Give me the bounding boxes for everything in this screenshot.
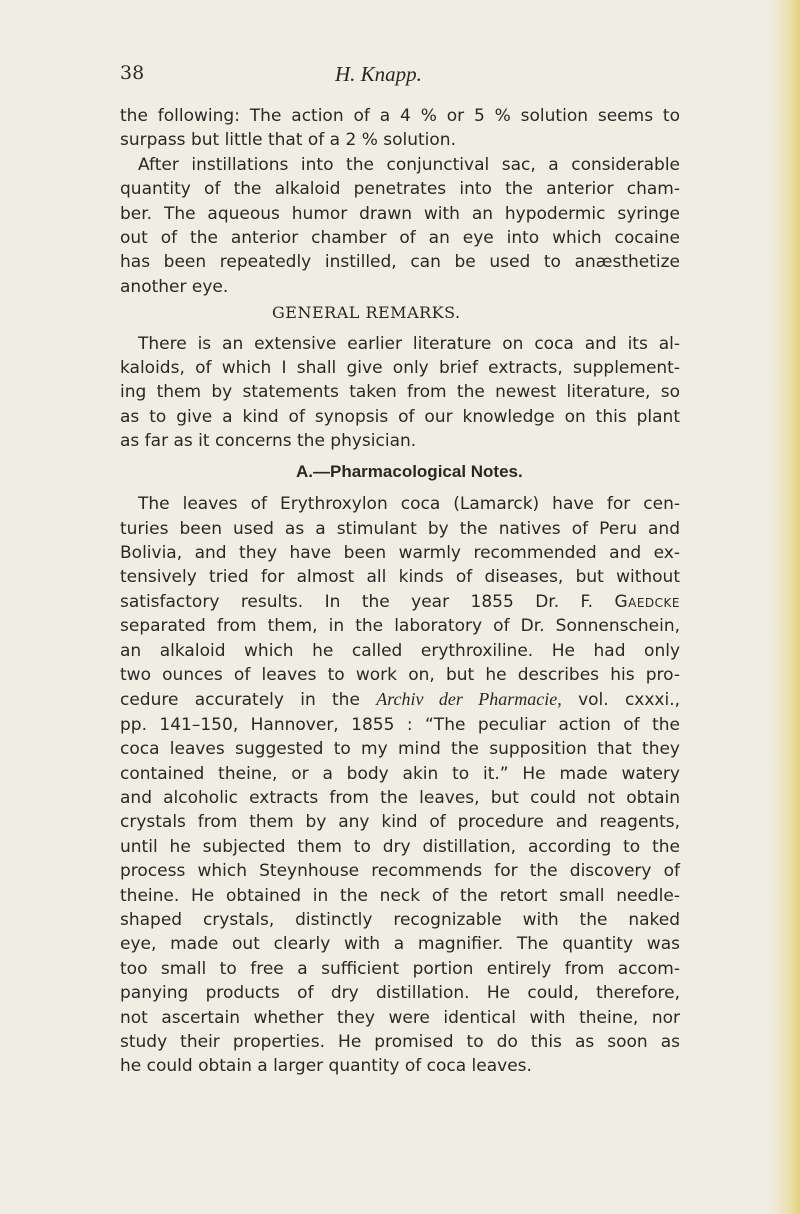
text-line: study their properties. He promised to do this as soon as	[120, 1032, 680, 1053]
text-line: coca leaves suggested to my mind the supposition that they	[120, 739, 680, 760]
text-line: and alcoholic extracts from the leaves, but could not obtain	[120, 787, 680, 808]
text-fragment: cedure accurately in the	[120, 690, 360, 711]
text-line: process which Steynhouse recommends for the discovery of	[120, 861, 680, 882]
text-line: two ounces of leaves to work on, but he describes his pro-	[120, 664, 680, 685]
body-text	[120, 104, 680, 1079]
text-line: separated from them, in the laboratory of Dr. Sonnenschein,	[120, 616, 680, 637]
text-line: tensively tried for almost all kinds of diseases, but without	[120, 567, 680, 588]
text-line: turies been used as a stimulant by the natives of Peru and	[120, 518, 680, 539]
text-line: he could obtain a larger quantity of coca leaves.	[120, 1056, 532, 1077]
page-edge-shading	[768, 0, 800, 1214]
running-head: H. Knapp.	[335, 62, 422, 86]
text-line: the following: The action of a 4 % or 5 % solution seems to	[120, 106, 680, 126]
text-line: theine. He obtained in the neck of the retort small needle-	[120, 885, 680, 906]
text-line: as far as it concerns the physician.	[120, 431, 417, 452]
text-line: The leaves of Erythroxylon coca (Lamarck) have for cen-	[138, 494, 680, 515]
text-line: shaped crystals, distinctly recognizable with the naked	[120, 910, 680, 930]
text-line: pp. 141–150, Hannover, 1855 : “The peculiar action of the	[120, 714, 680, 735]
text-line: another eye.	[120, 276, 229, 297]
text-line: quantity of the alkaloid penetrates into the anterior cham-	[120, 179, 680, 200]
page-number: 38	[120, 62, 145, 84]
author-name: Gaedcke	[614, 591, 680, 612]
text-line: kaloids, of which I shall give only brief extracts, supplement-	[120, 358, 680, 379]
subsection-heading: A.—Pharmacological Notes.	[296, 461, 523, 481]
text-line: not ascertain whether they were identical with theine, nor	[120, 1007, 680, 1028]
journal-title: Archiv der Pharmacie,	[376, 689, 562, 710]
text-line	[120, 590, 680, 614]
text-line: contained theine, or a body akin to it.” He made watery	[120, 763, 680, 784]
text-line: as to give a kind of synopsis of our knowledge on this plant	[120, 406, 680, 427]
text-line: eye, made out clearly with a magnifier. The quantity was	[120, 934, 680, 955]
text-fragment: satisfactory results. In the year 1855 Dr. F.	[120, 591, 594, 612]
text-line: has been repeatedly instilled, can be used to anæsthetize	[120, 252, 680, 273]
text-line: panying products of dry distillation. He could, therefore,	[120, 983, 680, 1004]
text-line: ing them by statements taken from the newest literature, so	[120, 382, 680, 403]
text-line: too small to free a sufficient portion entirely from accom-	[120, 958, 680, 979]
text-line: surpass but little that of a 2 % solution.	[120, 130, 456, 151]
text-line: an alkaloid which he called erythroxiline. He had only	[120, 640, 680, 661]
page-header	[120, 62, 680, 92]
text-line: There is an extensive earlier literature on coca and its al-	[138, 333, 680, 354]
text-line: ber. The aqueous humor drawn with an hypodermic syringe	[120, 203, 680, 224]
text-line: until he subjected them to dry distillation, according to the	[120, 836, 680, 857]
text-line: After instillations into the conjunctival sac, a considerable	[138, 154, 680, 175]
section-heading: GENERAL REMARKS.	[272, 303, 461, 323]
text-line: Bolivia, and they have been warmly recommended and ex-	[120, 542, 680, 563]
text-line: out of the anterior chamber of an eye into which cocaine	[120, 228, 680, 249]
text-line	[120, 687, 680, 712]
text-line: crystals from them by any kind of procedure and reagents,	[120, 812, 680, 833]
text-fragment: vol. cxxxi.,	[578, 690, 680, 711]
